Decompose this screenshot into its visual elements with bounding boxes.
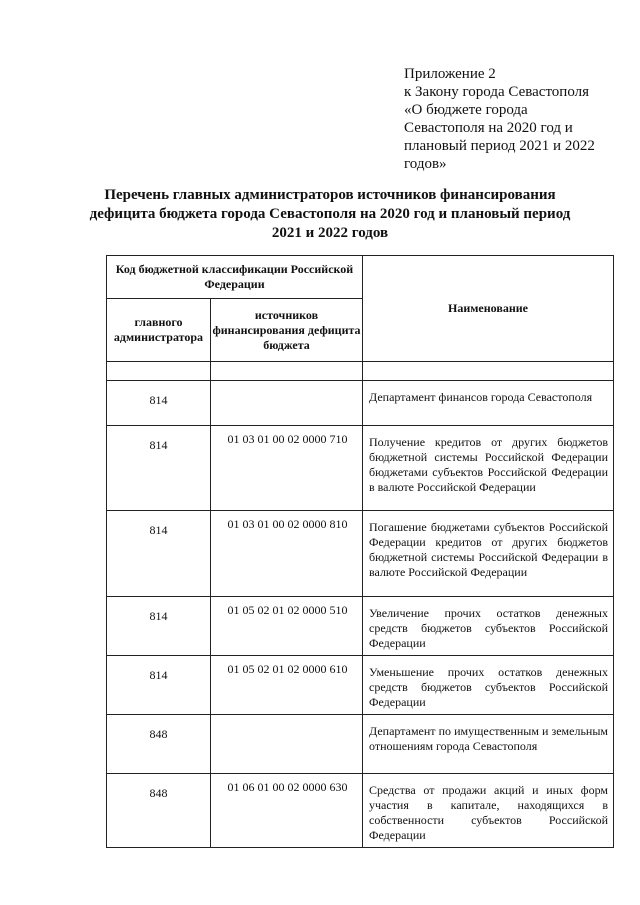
title-line: 2021 и 2022 годов	[271, 225, 389, 241]
source-code-cell	[211, 715, 363, 774]
admin-code-cell: 848	[107, 715, 211, 774]
source-code-cell: 01 05 02 01 02 0000 610	[211, 656, 363, 715]
table-row	[107, 715, 614, 774]
administrators-table	[106, 255, 614, 848]
name-cell: Средства от продажи акций и иных форм участия в капитале, находящихся в собственности субъектов Российской Федерации	[363, 774, 614, 848]
source-code-cell: 01 03 01 00 02 0000 810	[211, 511, 363, 597]
admin-code-cell: 814	[107, 656, 211, 715]
appendix-line: к Закону города Севастополя	[404, 84, 590, 100]
table-row	[107, 656, 614, 715]
name-cell: Погашение бюджетами субъектов Российской Федерации кредитов от других бюджетов бюджетной системы Российской Федерации в валюте Российской Федерации	[363, 511, 614, 597]
name-cell: Департамент финансов города Севастополя	[363, 381, 614, 426]
title-line: Перечень главных администраторов источников финансирования	[104, 187, 556, 203]
source-code-cell: 01 03 01 00 02 0000 710	[211, 426, 363, 511]
header-budget-code: Код бюджетной классификации Российской Федерации	[107, 256, 363, 299]
source-code-cell: 01 05 02 01 02 0000 510	[211, 597, 363, 656]
appendix-line: Севастополя на 2020 год и	[404, 120, 573, 136]
name-cell: Департамент по имущественным и земельным отношениям города Севастополя	[363, 715, 614, 774]
admin-code-cell: 814	[107, 381, 211, 426]
title-line: дефицита бюджета города Севастополя на 2020 год и плановый период	[89, 206, 571, 222]
table-row	[107, 381, 614, 426]
header-source: источников финансирования дефицита бюджета	[211, 299, 363, 362]
appendix-line: плановый период 2021 и 2022	[404, 138, 595, 154]
source-code-cell	[211, 381, 363, 426]
name-cell: Увеличение прочих остатков денежных средств бюджетов субъектов Российской Федерации	[363, 597, 614, 656]
table-row	[107, 511, 614, 597]
table-row	[107, 426, 614, 511]
appendix-line: годов»	[404, 156, 447, 172]
table-row	[107, 597, 614, 656]
appendix-note	[404, 65, 620, 173]
appendix-line: «О бюджете города	[404, 102, 528, 118]
appendix-line: Приложение 2	[404, 66, 496, 82]
name-cell: Получение кредитов от других бюджетов бюджетной системы Российской Федерации бюджетами субъектов Российской Федерации в валюте Российской Федерации	[363, 426, 614, 511]
admin-code-cell: 814	[107, 597, 211, 656]
document-title	[80, 186, 580, 243]
table-row	[107, 774, 614, 848]
header-name: Наименование	[363, 256, 614, 362]
admin-code-cell: 814	[107, 426, 211, 511]
name-cell: Уменьшение прочих остатков денежных средств бюджетов субъектов Российской Федерации	[363, 656, 614, 715]
header-admin: главного администратора	[107, 299, 211, 362]
spacer-row	[107, 362, 614, 381]
admin-code-cell: 814	[107, 511, 211, 597]
admin-code-cell: 848	[107, 774, 211, 848]
source-code-cell: 01 06 01 00 02 0000 630	[211, 774, 363, 848]
